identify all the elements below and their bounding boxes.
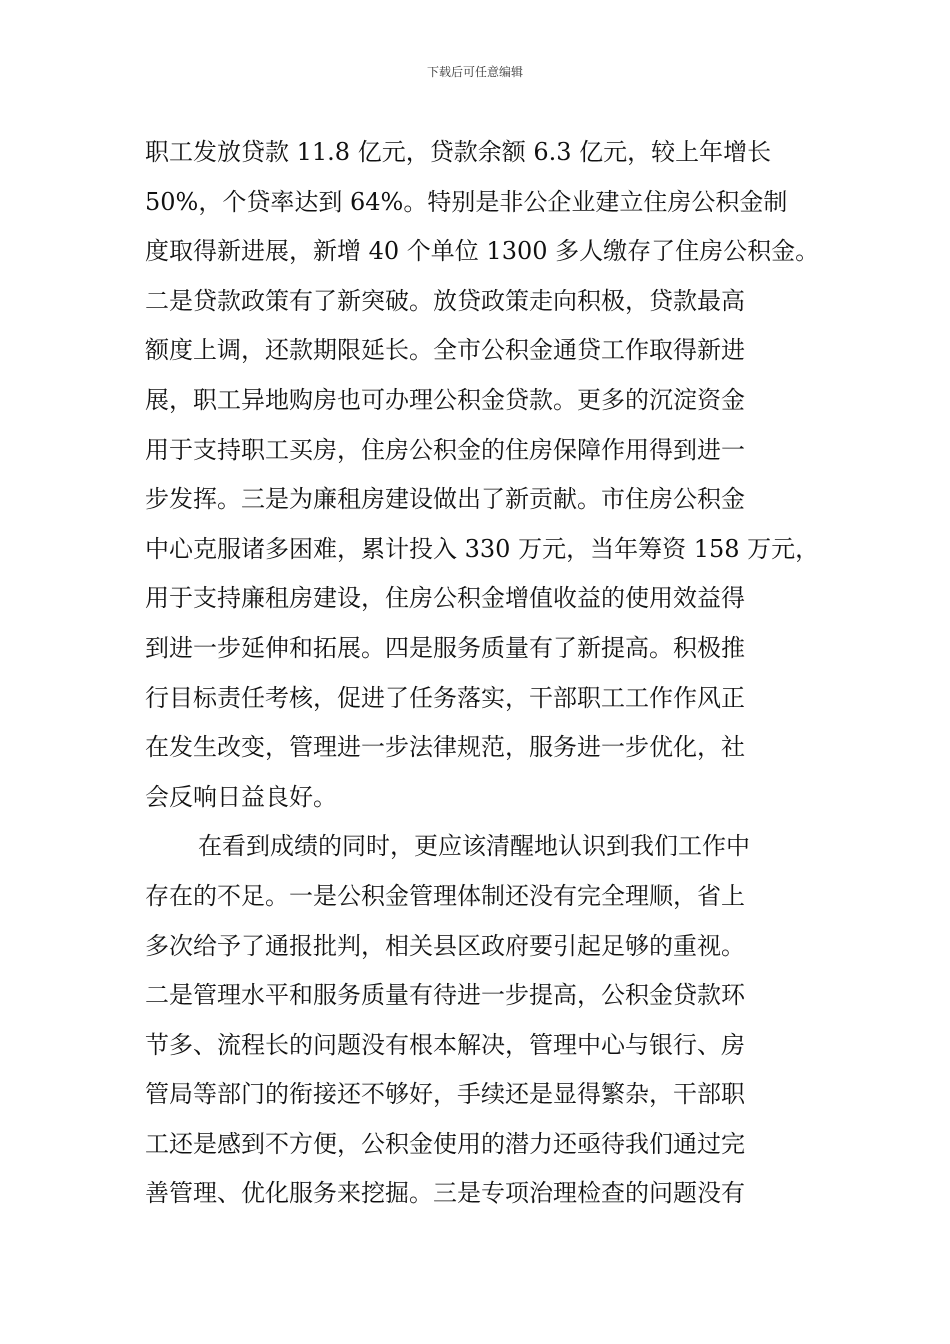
page-header: 下载后可任意编辑 — [426, 65, 523, 79]
document-body — [145, 128, 835, 1219]
text-line: 二是管理水平和服务质量有待进一步提高，公积金贷款环 — [145, 981, 745, 1010]
text-line: 50%，个贷率达到 64%。特别是非公企业建立住房公积金制 — [145, 187, 788, 216]
text-line: 节多、流程长的问题没有根本解决，管理中心与银行、房 — [145, 1030, 745, 1059]
paragraph-2 — [145, 822, 835, 1219]
text-line: 管局等部门的衔接还不够好，手续还是显得繁杂，干部职 — [145, 1080, 745, 1109]
text-line: 多次给予了通报批判，相关县区政府要引起足够的重视。 — [145, 931, 745, 960]
text-line: 步发挥。三是为廉租房建设做出了新贡献。市住房公积金 — [145, 485, 745, 514]
text-line: 到进一步延伸和拓展。四是服务质量有了新提高。积极推 — [145, 633, 745, 662]
text-line: 工还是感到不方便，公积金使用的潜力还亟待我们通过完 — [145, 1129, 745, 1158]
text-line: 存在的不足。一是公积金管理体制还没有完全理顺，省上 — [145, 881, 745, 910]
text-line: 用于支持职工买房，住房公积金的住房保障作用得到进一 — [145, 435, 745, 464]
text-line: 额度上调，还款期限延长。全市公积金通贷工作取得新进 — [145, 336, 745, 365]
text-line: 在发生改变，管理进一步法律规范，服务进一步优化，社 — [145, 733, 745, 762]
text-line: 二是贷款政策有了新突破。放贷政策走向积极，贷款最高 — [145, 286, 745, 315]
text-line: 职工发放贷款 11.8 亿元，贷款余额 6.3 亿元，较上年增长 — [145, 138, 772, 166]
text-line: 用于支持廉租房建设，住房公积金增值收益的使用效益得 — [145, 584, 745, 613]
text-line: 度取得新进展，新增 40 个单位 1300 多人缴存了住房公积金。 — [145, 237, 820, 266]
text-line-indented: 在看到成绩的同时，更应该清醒地认识到我们工作中 — [198, 832, 750, 861]
text-line: 会反响日益良好。 — [145, 782, 337, 811]
text-line: 善管理、优化服务来挖掘。三是专项治理检查的问题没有 — [145, 1179, 745, 1208]
text-line: 中心克服诸多困难，累计投入 330 万元，当年筹资 158 万元， — [145, 534, 820, 563]
text-line: 行目标责任考核，促进了任务落实，干部职工工作作风正 — [145, 683, 745, 712]
paragraph-1 — [145, 128, 835, 822]
text-line: 展，职工异地购房也可办理公积金贷款。更多的沉淀资金 — [145, 385, 745, 414]
